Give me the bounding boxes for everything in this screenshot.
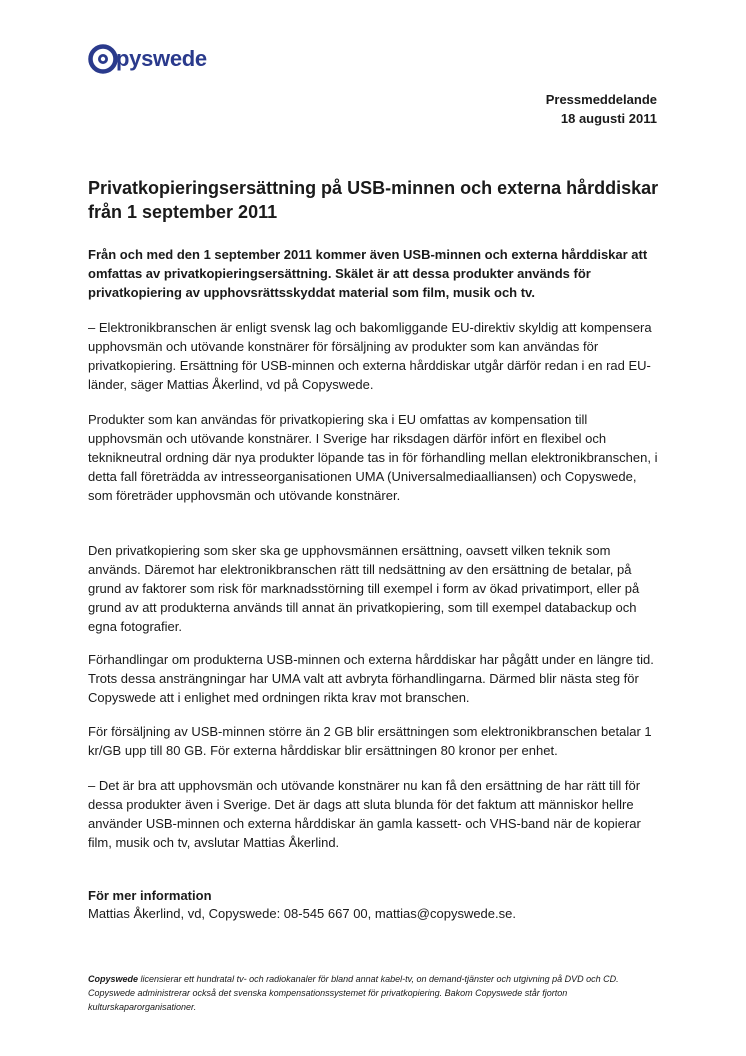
footer-text: licensierar ett hundratal tv- och radiokanaler för bland annat kabel-tv, on demand-tjänster och utgivning på DVD och CD. Copyswede administrerar också det svenska kompensationssystemet för privatkopiering. Bakom Copyswede står fjorton kulturskaparorganisationer. bbox=[88, 974, 619, 1012]
copyswede-logo bbox=[88, 40, 207, 78]
body-paragraph: – Elektronikbranschen är enligt svensk lag och bakomliggande EU-direktiv skyldig att kompensera upphovsmän och utövande konstnärer för försäljning av produkter som kan användas för privatkopiering. Ersättning för USB-minnen och externa hårddiskar utgår därför redan i en rad EU-länder, säger Mattias Åkerlind, vd på Copyswede. bbox=[88, 320, 652, 392]
document-date: 18 augusti 2011 bbox=[560, 111, 657, 126]
body-paragraph: Produkter som kan användas för privatkopiering ska i EU omfattas av kompensation till upphovsmän och utövande konstnärer. I Sverige har riksdagen därför infört en flexibel och teknikneutral ordning där nya produkter löpande tas in för förhandling mellan elektronikbranschen, i detta fall företrädda av intresseorganisationen UMA (Universalmediaalliansen) och Copyswede, som företräder upphovsmän och utövande konstnärer. bbox=[88, 412, 658, 503]
logo-wordmark: pyswede bbox=[116, 46, 207, 71]
contact-heading: För mer information bbox=[88, 888, 212, 903]
contact-details: Mattias Åkerlind, vd, Copyswede: 08-545 667 00, mattias@copyswede.se. bbox=[88, 906, 516, 921]
document-type: Pressmeddelande bbox=[545, 92, 657, 107]
document-header bbox=[546, 90, 657, 128]
page-title: Privatkopieringsersättning på USB-minnen och externa hårddiskar från 1 september 2011 bbox=[88, 178, 659, 222]
body-paragraph: Förhandlingar om produkterna USB-minnen och externa hårddiskar har pågått under en längre tid. Trots dessa ansträngningar har UMA valt att avbryta förhandlingarna. Därmed blir nästa steg för Copyswede att i enlighet med ordningen rikta krav mot branschen. bbox=[88, 652, 654, 705]
body-paragraph: För försäljning av USB-minnen större än 2 GB blir ersättningen som elektronikbranschen betalar 1 kr/GB upp till 80 GB. För externa hårddiskar blir ersättningen 80 kronor per enhet. bbox=[88, 724, 652, 758]
footer-note bbox=[88, 972, 658, 1014]
copyswede-logo-mark-icon bbox=[88, 44, 118, 74]
body-paragraph: Den privatkopiering som sker ska ge upphovsmännen ersättning, oavsett vilken teknik som används. Däremot har elektronikbranschen rätt till nedsättning av den ersättning de betalar, på grund av faktorer som risk för marknadsstörning till exempel i form av ökad privatimport, eller på grund av att produkterna används till annat än privatkopiering, som till exempel databackup och egna fotografier. bbox=[88, 543, 640, 634]
footer-brand: Copyswede bbox=[88, 974, 139, 984]
body-paragraph: – Det är bra att upphovsmän och utövande konstnärer nu kan få den ersättning de har rätt till för dessa produkter även i Sverige. Det är dags att sluta blunda för det faktum att människor hellre använder USB-minnen och externa hårddiskar än gamla kassett- och VHS-band när de kopierar film, musik och tv, avslutar Mattias Åkerlind. bbox=[88, 778, 641, 850]
lead-paragraph: Från och med den 1 september 2011 kommer även USB-minnen och externa hårddiskar att omfattas av privatkopieringsersättning. Skälet är att dessa produkter används för privatkopiering av upphovsrättsskyddat material som film, musik och tv. bbox=[88, 247, 648, 300]
